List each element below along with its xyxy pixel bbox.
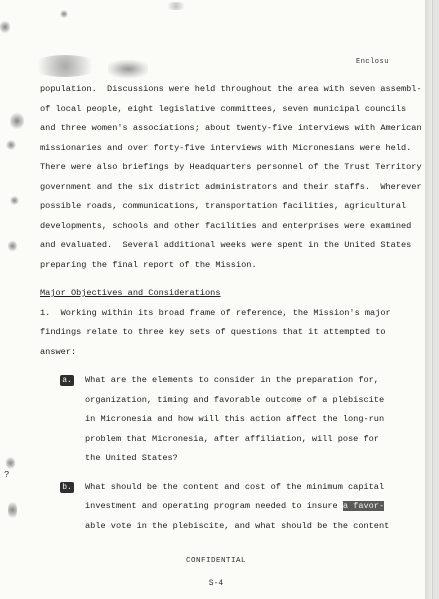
- list-item-a: [40, 371, 432, 469]
- scan-smudge: [30, 55, 100, 77]
- scan-smudge: [8, 500, 17, 520]
- text-line: preparing the final report of the Mission.: [40, 259, 257, 270]
- text-line: of local people, eight legislative committees, seven municipal councils: [40, 103, 407, 114]
- paragraph-methods: [40, 80, 432, 275]
- paragraph-findings: [40, 304, 432, 363]
- text-line: able vote in the plebiscite, and what should be the content: [85, 520, 390, 531]
- text-line: problem that Micronesia, after affiliation, will pose for: [85, 433, 379, 444]
- scan-smudge: [10, 112, 24, 130]
- scan-smudge: [6, 140, 16, 150]
- text-line: developments, schools and other facilities and enterprises were examined: [40, 220, 412, 231]
- text-line: findings relate to three key sets of questions that it attempted to: [40, 327, 386, 337]
- scan-smudge: [60, 10, 68, 18]
- text-segment: investment and operating program needed to insure: [85, 501, 343, 511]
- classification-label: CONFIDENTIAL: [185, 557, 246, 565]
- scan-smudge: [8, 240, 17, 252]
- text-line: the United States?: [85, 453, 178, 463]
- text-line: organization, timing and favorable outcome of a plebiscite: [85, 394, 385, 405]
- text-line: missionaries and over forty-five interviews with Micronesians were held.: [40, 142, 412, 153]
- text-line: What should be the content and cost of the minimum capital: [85, 481, 385, 492]
- highlighted-text: a favor-: [342, 501, 385, 511]
- text-line: There were also briefings by Headquarters personnel of the Trust Territory: [40, 162, 422, 172]
- list-item-b: [40, 478, 432, 537]
- scan-smudge: [0, 20, 10, 34]
- scan-smudge: [10, 196, 19, 205]
- text-line: government and the six district administrators and their staffs. Wherever: [40, 181, 422, 192]
- text-line: and three women's associations; about twenty-five interviews with American: [40, 123, 422, 133]
- text-line: in Micronesia and how will this action affect the long-run: [85, 414, 385, 424]
- margin-question-mark: ?: [4, 470, 10, 480]
- text-line: and evaluated. Several additional weeks were spent in the United States: [40, 240, 412, 250]
- scan-smudge: [6, 456, 15, 470]
- item-a-badge: a.: [60, 375, 74, 386]
- page-number: S-4: [208, 579, 224, 588]
- header-mark: Enclosu: [356, 58, 389, 66]
- text-line: possible roads, communications, transportation facilities, agricultural: [40, 201, 407, 211]
- text-line: answer:: [40, 346, 77, 357]
- text-line: What are the elements to consider in the preparation for,: [85, 375, 379, 385]
- text-line: [85, 497, 432, 517]
- text-line: 1. Working within its broad frame of reference, the Mission's major: [40, 307, 391, 318]
- section-heading: Major Objectives and Considerations: [40, 288, 221, 298]
- scan-smudge: [165, 2, 187, 10]
- body-text: [40, 80, 432, 536]
- item-b-badge: b.: [60, 482, 74, 493]
- text-line: population. Discussions were held throughout the area with seven assembl-: [40, 84, 422, 94]
- stamp-mark: [108, 60, 148, 78]
